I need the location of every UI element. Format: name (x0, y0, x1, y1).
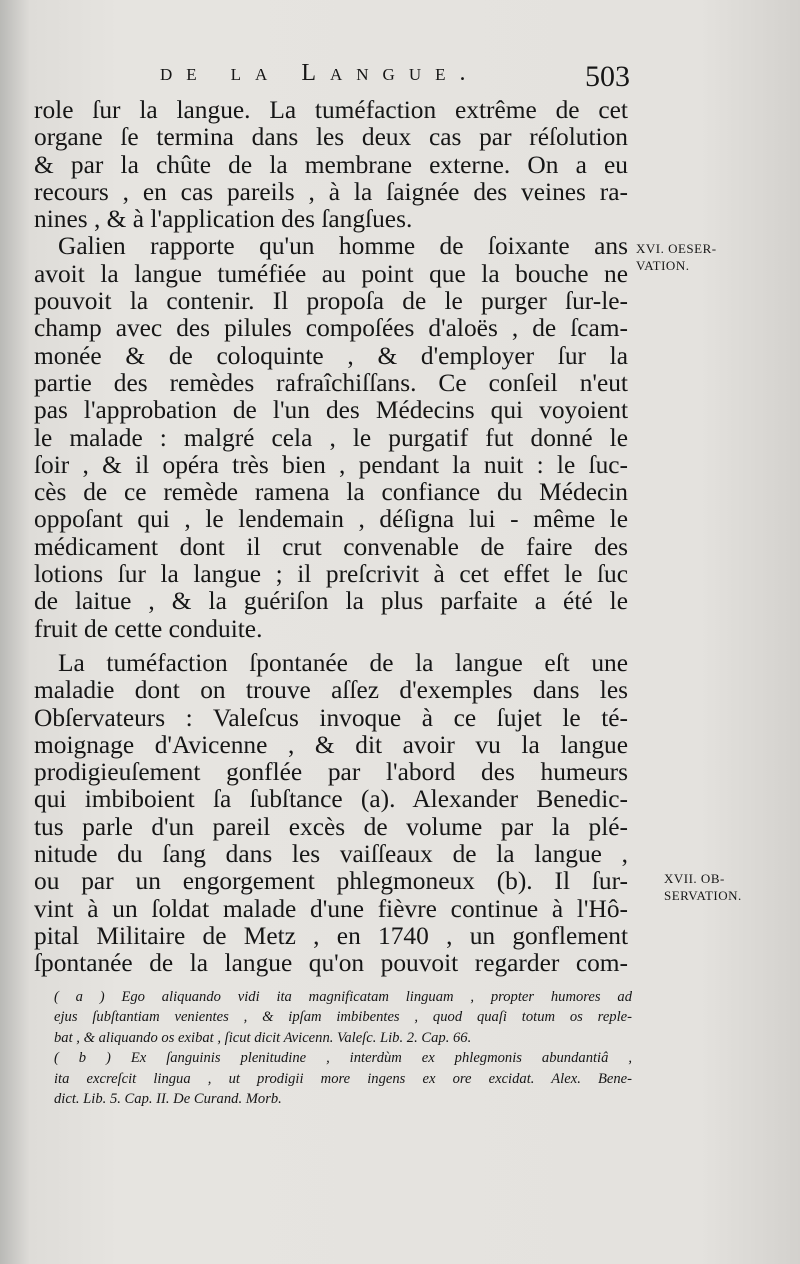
text-line: ſoir , & il opéra très bien , pendant la nuit : le ſuc- (34, 451, 628, 479)
text-line: ſpontanée de la langue qu'on pouvoit regarder com- (34, 950, 628, 978)
footnote-line: ita excreſcit lingua , ut prodigii more ingens ex ore excidat. Alex. Bene- (54, 1070, 632, 1087)
text-line: le malade : malgré cela , le purgatif fut donné le (34, 424, 628, 452)
footnote-line: ( a ) Ego aliquando vidi ita magnificatam linguam , propter humores ad (54, 989, 632, 1005)
text-line: La tuméfaction ſpontanée de la langue eſt une (58, 649, 628, 677)
text-line: nitude du ſang dans les vaiſſeaux de la langue , (34, 841, 628, 869)
text-line: monée & de coloquinte , & d'employer ſur la (34, 342, 628, 370)
text-line: cès de ce remède ramena la confiance du Médecin (34, 479, 628, 507)
text-line: moignage d'Avicenne , & dit avoir vu la langue (34, 731, 628, 759)
margin-note-line: XVI. OESER- (636, 241, 717, 256)
margin-note-line: SERVATION. (664, 888, 742, 903)
text-line: & par la chûte de la membrane externe. On a eu (34, 151, 628, 179)
margin-note-line: VATION. (636, 258, 690, 273)
main-text (34, 97, 628, 978)
paragraph-gap (34, 643, 628, 650)
text-line: Obſervateurs : Valeſcus invoque à ce ſujet le té- (34, 704, 628, 732)
footnote-line: ejus ſubſtantiam venientes , & ipſam imbibentes , quod quaſi totum os reple- (54, 1009, 632, 1026)
text-line: tus parle d'un pareil excès de volume par la plé- (34, 813, 628, 841)
margin-note-observation-17 (664, 870, 742, 904)
margin-note-observation-16 (636, 240, 717, 274)
text-line: champ avec des pilules compoſées d'aloës , de ſcam- (34, 315, 628, 343)
text-line: de laitue , & la guériſon la plus parfaite a été le (34, 588, 628, 616)
text-line: ou par un engorgement phlegmoneux (b). Il ſur- (34, 868, 628, 896)
running-title: de la Langue. (160, 60, 480, 86)
text-line: Galien rapporte qu'un homme de ſoixante ans (58, 233, 628, 261)
text-line: oppoſant qui , le lendemain , déſigna lui - même le (34, 506, 628, 534)
page-number: 503 (585, 60, 630, 93)
text-line: pas l'approbation de l'un des Médecins qui voyoient (34, 397, 628, 425)
text-line: partie des remèdes rafraîchiſſans. Ce conſeil n'eut (34, 369, 628, 397)
text-line: avoit la langue tuméfiée au point que la bouche ne (34, 260, 628, 288)
text-line: nines , & à l'application des ſangſues. (34, 206, 413, 234)
text-line: prodigieuſement gonflée par l'abord des humeurs (34, 759, 628, 787)
text-line: vint à un ſoldat malade d'une fièvre continue à l'Hô- (34, 895, 628, 923)
text-line: organe ſe termina dans les deux cas par réſolution (34, 124, 628, 152)
footnote-line: ( b ) Ex ſanguinis plenitudine , interdùm ex phlegmonis abundantiâ , (54, 1050, 632, 1067)
text-line: lotions ſur la langue ; il preſcrivit à cet effet le ſuc (34, 561, 628, 589)
footnotes (54, 987, 632, 1109)
text-line: fruit de cette conduite. (34, 615, 263, 643)
text-line: maladie dont on trouve aſſez d'exemples dans les (34, 677, 628, 705)
text-line: qui imbiboient ſa ſubſtance (a). Alexander Benedic- (34, 786, 628, 814)
footnote-line: bat , & aliquando os exibat , ſicut dicit Avicenn. Valeſc. Lib. 2. Cap. 66. (54, 1029, 472, 1046)
text-line: role ſur la langue. La tuméfaction extrême de cet (34, 97, 628, 124)
text-line: pital Militaire de Metz , en 1740 , un gonflement (34, 922, 628, 950)
text-line: médicament dont il crut convenable de faire des (34, 533, 628, 561)
page-header (160, 60, 630, 100)
text-line: recours , en cas pareils , à la ſaignée des veines ra- (34, 178, 628, 206)
text-line: pouvoit la contenir. Il propoſa de le purger ſur-le- (34, 288, 628, 316)
footnote-line: dict. Lib. 5. Cap. II. De Curand. Morb. (54, 1090, 282, 1107)
margin-note-line: XVII. OB- (664, 871, 725, 886)
